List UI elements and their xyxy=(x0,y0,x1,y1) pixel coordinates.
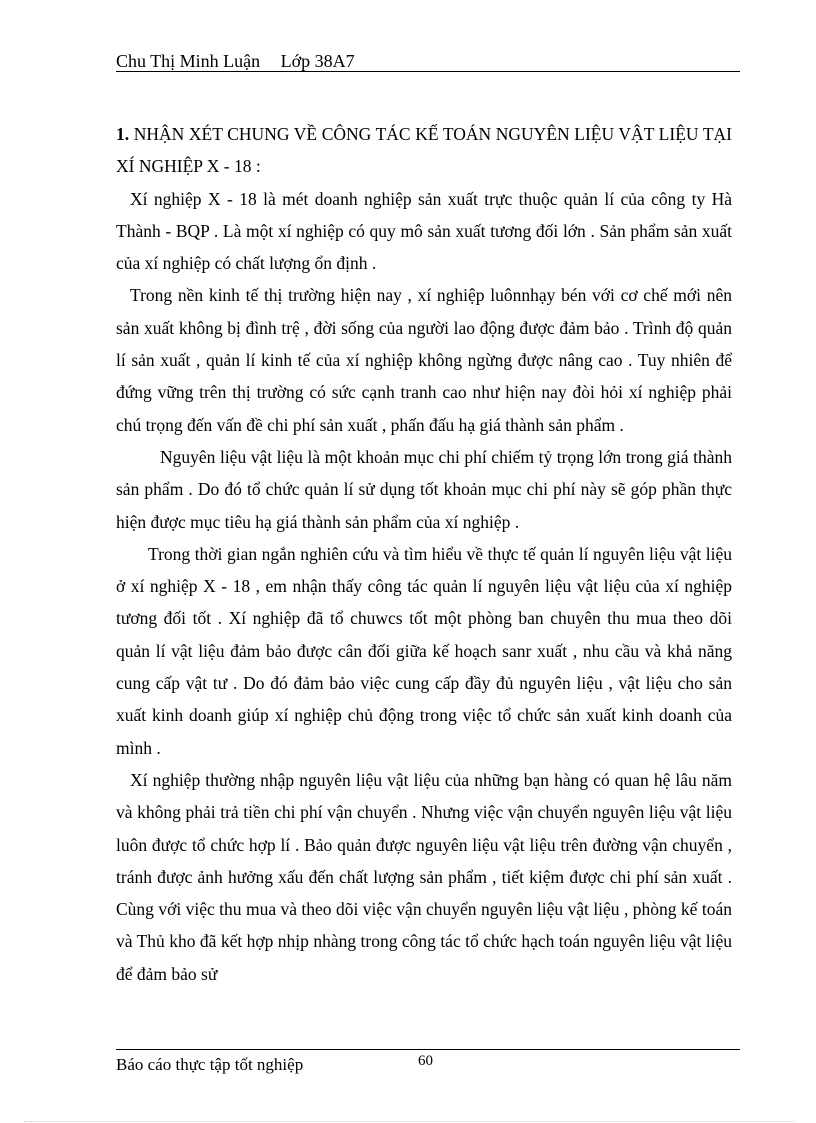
footer-label: Báo cáo thực tập tốt nghiệp xyxy=(116,1055,304,1074)
section-heading xyxy=(116,118,732,183)
document-body xyxy=(116,118,732,990)
header-rule xyxy=(116,71,740,72)
page-edge-divider xyxy=(24,1121,794,1122)
header-author: Chu Thị Minh Luận xyxy=(116,51,261,71)
page-number: 60 xyxy=(418,1053,433,1069)
paragraph-3: Nguyên liệu vật liệu là một khoản mục chi phí chiếm tỷ trọng lớn trong giá thành sản phẩm . Do đó tổ chức quản lí sử dụng tốt khoản mục chi phí này sẽ góp phần thực hiện được mục tiêu hạ giá thành sản phẩm của xí nghiệp . xyxy=(116,446,732,532)
paragraph-4: Trong thời gian ngắn nghiên cứu và tìm hiểu về thực tế quản lí nguyên liệu vật liệu ở xí nghiệp X - 18 , em nhận thấy công tác quản lí nguyên liệu vật liệu của xí nghiệp tương đối tốt . Xí nghiệp đã tổ chuwcs tốt một phòng ban chuyên thu mua theo dõi quản lí vật liệu đảm bảo được cân đối giữa kế hoạch sanr xuất , nhu cầu và khả năng cung cấp vật tư . Do đó đảm bảo việc cung cấp đầy đủ nguyên liệu , vật liệu cho sản xuất kinh doanh giúp xí nghiệp chủ động trong việc tổ chức sản xuất kinh doanh của mình . xyxy=(116,543,732,758)
footer-rule xyxy=(116,1049,740,1050)
paragraph-5: Xí nghiệp thường nhập nguyên liệu vật liệu của những bạn hàng có quan hệ lâu năm và không phải trả tiền chi phí vận chuyển . Nhưng việc vận chuyển nguyên liệu vật liệu luôn được tổ chức hợp lí . Bảo quản được nguyên liệu vật liệu trên đường vận chuyển , tránh được ảnh hưởng xấu đến chất lượng sản phẩm , tiết kiệm được chi phí sản xuất . Cùng với việc thu mua và theo dõi việc vận chuyển nguyên liệu vật liệu , phòng kế toán và Thủ kho đã kết hợp nhịp nhàng trong công tác tổ chức hạch toán nguyên liệu vật liệu để đảm bảo sử xyxy=(116,769,732,984)
paragraph-2: Trong nền kinh tế thị trường hiện nay , xí nghiệp luônnhạy bén với cơ chế mới nên sản xuất không bị đình trệ , đời sống của người lao động được đảm bảo . Trình độ quản lí sản xuất , quản lí kinh tế của xí nghiệp không ngừng được nâng cao . Tuy nhiên để đứng vững trên thị trường có sức cạnh tranh cao như hiện nay đòi hỏi xí nghiệp phải chú trọng đến vấn đề chi phí sản xuất , phấn đấu hạ giá thành sản phẩm . xyxy=(116,285,732,435)
header-class: Lớp 38A7 xyxy=(280,51,355,71)
section-number: 1. xyxy=(116,124,130,144)
paragraph-1: Xí nghiệp X - 18 là mét doanh nghiệp sản xuất trực thuộc quản lí của công ty Hà Thành - BQP . Là một xí nghiệp có quy mô sản xuất tương đối lớn . Sản phẩm sản xuất của xí nghiệp có chất lượng ổn định . xyxy=(116,188,732,274)
section-title: NHẬN XÉT CHUNG VỀ CÔNG TÁC KẾ TOÁN NGUYÊN LIỆU VẬT LIỆU TẠI XÍ NGHIỆP X - 18 : xyxy=(116,124,732,177)
